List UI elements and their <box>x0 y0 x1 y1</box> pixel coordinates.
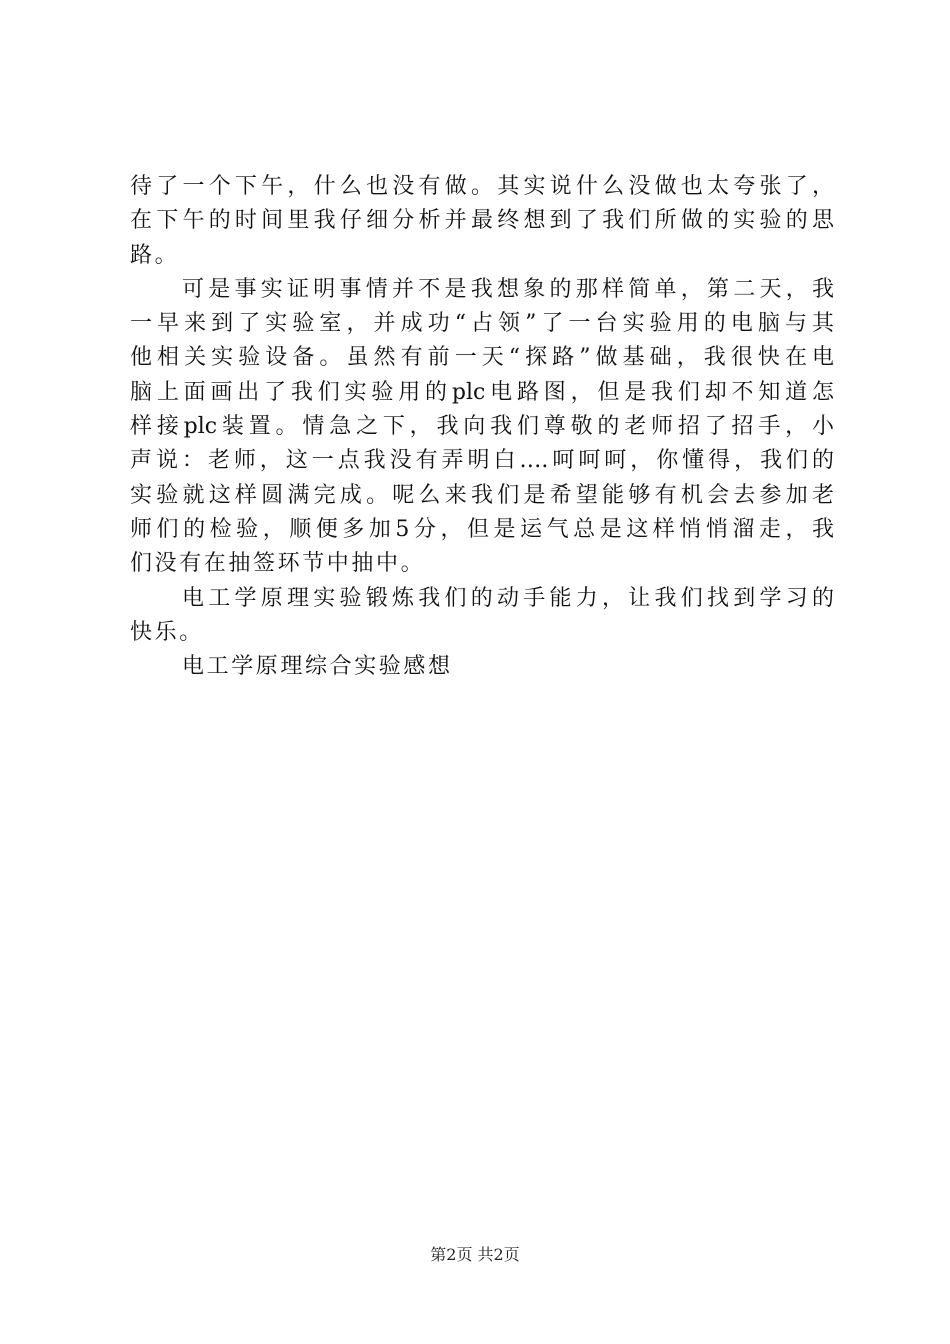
text-line: 他相关实验设备。虽然有前一天“探路”做基础，我很快在电 <box>130 345 834 371</box>
text-line: 样接plc装置。情急之下，我向我们尊敬的老师招了招手，小 <box>130 414 834 440</box>
text-line: 们没有在抽签环节中抽中。 <box>130 551 426 577</box>
text-line: 在下午的时间里我仔细分析并最终想到了我们所做的实验的思 <box>130 208 834 234</box>
page-number-footer: 第2页 共2页 <box>430 1245 520 1264</box>
text-line: 师们的检验，顺便多加5分，但是运气总是这样悄悄溜走，我 <box>130 516 834 542</box>
document-body <box>130 170 834 684</box>
text-line: 快乐。 <box>130 619 204 645</box>
paragraph-first-line: 电工学原理实验锻炼我们的动手能力，让我们找到学习的 <box>182 585 834 611</box>
paragraph-first-line: 可是事实证明事情并不是我想象的那样简单，第二天，我 <box>182 276 834 302</box>
text-line: 实验就这样圆满完成。呢么来我们是希望能够有机会去参加老 <box>130 482 834 508</box>
text-line: 脑上面画出了我们实验用的plc电路图，但是我们却不知道怎 <box>130 379 834 405</box>
text-line: 一早来到了实验室，并成功“占领”了一台实验用的电脑与其 <box>130 311 834 337</box>
text-line: 声说：老师，这一点我没有弄明白….呵呵呵，你懂得，我们的 <box>130 448 834 474</box>
text-line: 待了一个下午，什么也没有做。其实说什么没做也太夸张了， <box>130 174 834 199</box>
text-line: 路。 <box>130 242 180 268</box>
document-title-line: 电工学原理综合实验感想 <box>182 654 453 680</box>
